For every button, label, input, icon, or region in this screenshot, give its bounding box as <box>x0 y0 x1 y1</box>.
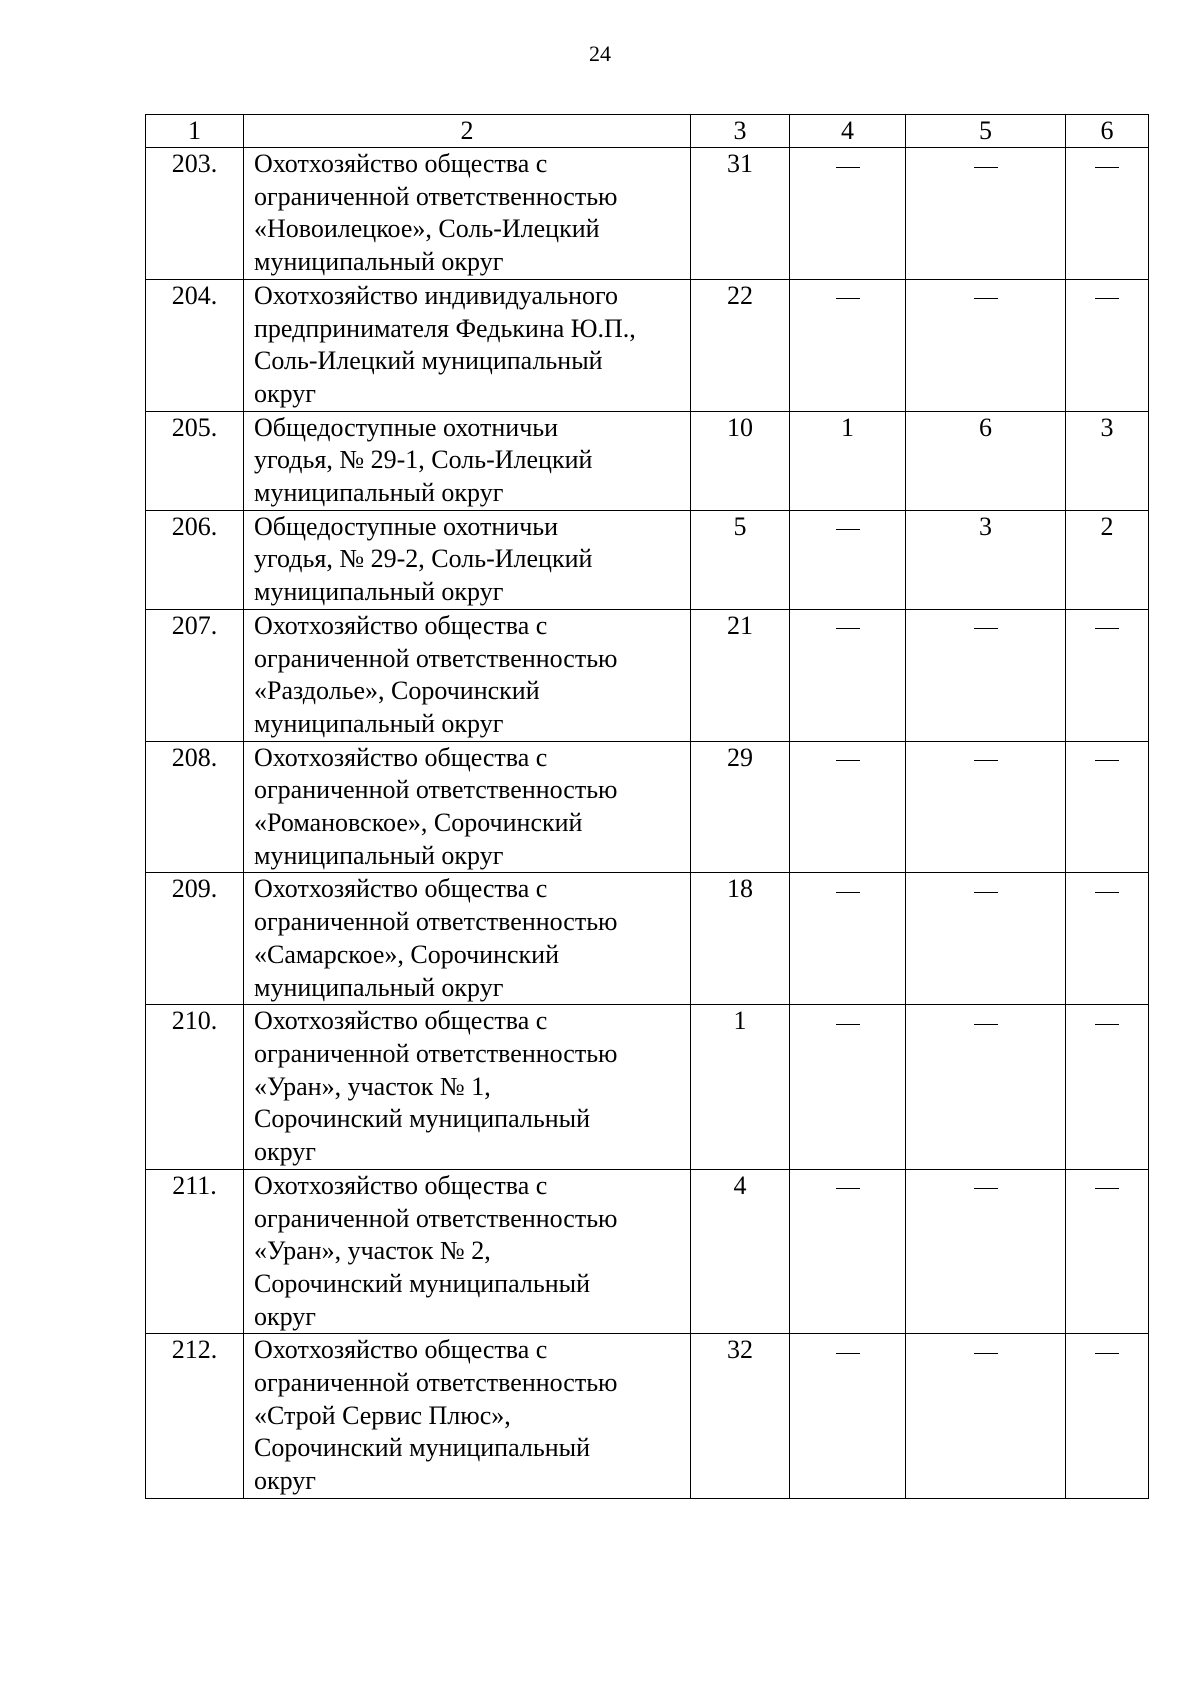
name-line: Охотхозяйство индивидуального <box>254 280 619 310</box>
dash-mark <box>836 892 860 893</box>
dash-text <box>998 148 999 149</box>
cell-value: 3 <box>1100 412 1114 442</box>
column-3-value <box>691 609 790 741</box>
table-row <box>146 279 1149 411</box>
table-header-row <box>146 115 1149 148</box>
dash-text <box>860 610 861 611</box>
dash-mark <box>1095 628 1119 629</box>
dash-text <box>1119 1005 1120 1006</box>
cell-value: 5 <box>733 511 747 541</box>
name-line: муниципальный округ <box>254 478 504 508</box>
dash-mark <box>836 167 860 168</box>
cell-value: 6 <box>979 412 992 442</box>
hunting-ground-name <box>244 148 691 280</box>
dash-mark <box>974 298 998 299</box>
name-line: округ <box>254 1466 316 1496</box>
name-line: ограниченной ответственностью <box>254 181 618 211</box>
column-4-value <box>790 279 906 411</box>
row-number: 203. <box>146 148 244 280</box>
column-header-3: 3 <box>691 115 790 148</box>
name-line: муниципальный округ <box>254 972 504 1002</box>
dash-mark <box>974 167 998 168</box>
column-6-value <box>1066 148 1149 280</box>
name-line: округ <box>254 1137 316 1167</box>
name-line: Охотхозяйство общества с <box>254 1006 548 1036</box>
table-row <box>146 741 1149 873</box>
cell-value: 2 <box>1100 511 1114 541</box>
column-5-value <box>906 873 1066 1005</box>
name-line: «Романовское», Сорочинский <box>254 808 583 838</box>
dash-text <box>998 1170 999 1171</box>
name-line: муниципальный округ <box>254 577 504 607</box>
name-line: «Новоилецкое», Соль-Илецкий <box>254 214 600 244</box>
dash-text <box>998 280 999 281</box>
dash-mark <box>1095 1188 1119 1189</box>
cell-value: 10 <box>727 412 753 442</box>
name-line: ограниченной ответственностью <box>254 1368 618 1398</box>
dash-text <box>860 742 861 743</box>
name-line: муниципальный округ <box>254 708 504 738</box>
column-5-value <box>906 510 1066 609</box>
name-line: ограниченной ответственностью <box>254 907 618 937</box>
row-number: 210. <box>146 1005 244 1170</box>
dash-mark <box>1095 1353 1119 1354</box>
name-line: Сорочинский муниципальный <box>254 1268 590 1298</box>
column-5-value <box>906 411 1066 510</box>
column-4-value <box>790 1005 906 1170</box>
dash-text <box>860 1005 861 1006</box>
dash-text <box>860 1334 861 1335</box>
dash-mark <box>836 1024 860 1025</box>
name-line: округ <box>254 1301 316 1331</box>
column-3-value <box>691 1169 790 1334</box>
row-number: 205. <box>146 411 244 510</box>
dash-mark <box>836 1188 860 1189</box>
column-3-value <box>691 279 790 411</box>
column-5-value <box>906 1334 1066 1499</box>
column-header-2: 2 <box>244 115 691 148</box>
dash-mark <box>974 628 998 629</box>
row-number: 212. <box>146 1334 244 1499</box>
table-row <box>146 1005 1149 1170</box>
column-6-value <box>1066 411 1149 510</box>
dash-mark <box>974 760 998 761</box>
table-row <box>146 411 1149 510</box>
name-line: Общедоступные охотничьи <box>254 412 559 442</box>
dash-mark <box>1095 892 1119 893</box>
cell-value: 32 <box>727 1335 753 1365</box>
dash-text <box>860 511 861 512</box>
dash-mark <box>1095 760 1119 761</box>
dash-mark <box>1095 298 1119 299</box>
row-number: 207. <box>146 609 244 741</box>
dash-text <box>860 1170 861 1171</box>
dash-text <box>860 873 861 874</box>
table-row <box>146 609 1149 741</box>
column-4-value <box>790 741 906 873</box>
hunting-ground-name <box>244 1169 691 1334</box>
column-3-value <box>691 1005 790 1170</box>
column-5-value <box>906 1169 1066 1334</box>
dash-text <box>998 742 999 743</box>
name-line: Охотхозяйство общества с <box>254 742 548 772</box>
hunting-ground-name <box>244 279 691 411</box>
column-6-value <box>1066 1169 1149 1334</box>
dash-mark <box>974 1024 998 1025</box>
name-line: угодья, № 29-2, Соль-Илецкий <box>254 544 593 574</box>
dash-text <box>998 873 999 874</box>
column-6-value <box>1066 741 1149 873</box>
column-3-value <box>691 411 790 510</box>
column-5-value <box>906 279 1066 411</box>
dash-mark <box>1095 167 1119 168</box>
cell-value: 18 <box>727 874 753 904</box>
name-line: ограниченной ответственностью <box>254 775 618 805</box>
name-line: Охотхозяйство общества с <box>254 149 548 178</box>
column-4-value <box>790 1169 906 1334</box>
dash-text <box>998 610 999 611</box>
name-line: муниципальный округ <box>254 247 504 277</box>
row-number: 208. <box>146 741 244 873</box>
name-line: «Раздолье», Сорочинский <box>254 676 540 706</box>
name-line: Сорочинский муниципальный <box>254 1104 590 1134</box>
dash-text <box>1119 280 1120 281</box>
column-header-5: 5 <box>906 115 1066 148</box>
column-3-value <box>691 148 790 280</box>
cell-value: 29 <box>727 742 753 772</box>
column-3-value <box>691 1334 790 1499</box>
column-header-6: 6 <box>1066 115 1149 148</box>
dash-text <box>1119 148 1120 149</box>
column-4-value <box>790 609 906 741</box>
column-header-1: 1 <box>146 115 244 148</box>
dash-text <box>1119 1334 1120 1335</box>
column-6-value <box>1066 510 1149 609</box>
cell-value: 1 <box>733 1006 747 1036</box>
column-6-value <box>1066 873 1149 1005</box>
name-line: угодья, № 29-1, Соль-Илецкий <box>254 445 593 475</box>
cell-value: 1 <box>841 412 854 442</box>
column-4-value <box>790 510 906 609</box>
cell-value: 4 <box>733 1170 747 1200</box>
page-number: 24 <box>589 41 611 66</box>
column-6-value <box>1066 1334 1149 1499</box>
column-5-value <box>906 609 1066 741</box>
dash-mark <box>974 1188 998 1189</box>
name-line: округ <box>254 378 316 408</box>
dash-mark <box>836 760 860 761</box>
column-5-value <box>906 1005 1066 1170</box>
column-4-value <box>790 148 906 280</box>
dash-text <box>860 148 861 149</box>
dash-text <box>1119 742 1120 743</box>
table-row <box>146 1169 1149 1334</box>
name-line: Охотхозяйство общества с <box>254 610 548 640</box>
dash-mark <box>836 628 860 629</box>
column-5-value <box>906 741 1066 873</box>
hunting-ground-name <box>244 1334 691 1499</box>
column-3-value <box>691 741 790 873</box>
name-line: Охотхозяйство общества с <box>254 874 548 904</box>
column-6-value <box>1066 609 1149 741</box>
name-line: «Самарское», Сорочинский <box>254 939 559 969</box>
row-number: 209. <box>146 873 244 1005</box>
column-6-value <box>1066 279 1149 411</box>
name-line: ограниченной ответственностью <box>254 1203 618 1233</box>
dash-mark <box>836 298 860 299</box>
name-line: «Уран», участок № 2, <box>254 1236 491 1266</box>
hunting-ground-name <box>244 873 691 1005</box>
cell-value: 21 <box>727 610 753 640</box>
table-row <box>146 873 1149 1005</box>
name-line: Охотхозяйство общества с <box>254 1335 548 1365</box>
dash-text <box>1119 873 1120 874</box>
table-row <box>146 1334 1149 1499</box>
column-6-value <box>1066 1005 1149 1170</box>
name-line: ограниченной ответственностью <box>254 1038 618 1068</box>
name-line: «Уран», участок № 1, <box>254 1071 491 1101</box>
column-header-4: 4 <box>790 115 906 148</box>
column-5-value <box>906 148 1066 280</box>
table-row <box>146 148 1149 280</box>
dash-text <box>998 1005 999 1006</box>
cell-value: 3 <box>979 511 992 541</box>
name-line: Соль-Илецкий муниципальный <box>254 346 603 376</box>
dash-mark <box>836 1353 860 1354</box>
dash-text <box>998 1334 999 1335</box>
name-line: предпринимателя Федькина Ю.П., <box>254 313 636 343</box>
hunting-ground-name <box>244 411 691 510</box>
table-row <box>146 510 1149 609</box>
row-number: 211. <box>146 1169 244 1334</box>
column-4-value <box>790 1334 906 1499</box>
column-3-value <box>691 510 790 609</box>
hunting-ground-name <box>244 1005 691 1170</box>
dash-text <box>1119 1170 1120 1171</box>
name-line: Охотхозяйство общества с <box>254 1170 548 1200</box>
dash-mark <box>974 892 998 893</box>
column-3-value <box>691 873 790 1005</box>
hunting-ground-name <box>244 510 691 609</box>
dash-text <box>860 280 861 281</box>
column-4-value <box>790 411 906 510</box>
dash-text <box>1119 610 1120 611</box>
name-line: муниципальный округ <box>254 840 504 870</box>
name-line: ограниченной ответственностью <box>254 643 618 673</box>
cell-value: 22 <box>727 280 753 310</box>
dash-mark <box>836 529 860 530</box>
dash-mark <box>974 1353 998 1354</box>
name-line: «Строй Сервис Плюс», <box>254 1400 511 1430</box>
row-number: 206. <box>146 510 244 609</box>
name-line: Общедоступные охотничьи <box>254 511 559 541</box>
cell-value: 31 <box>727 149 753 178</box>
hunting-ground-name <box>244 741 691 873</box>
column-4-value <box>790 873 906 1005</box>
row-number: 204. <box>146 279 244 411</box>
dash-mark <box>1095 1024 1119 1025</box>
data-table <box>145 114 1149 1499</box>
name-line: Сорочинский муниципальный <box>254 1433 590 1463</box>
hunting-ground-name <box>244 609 691 741</box>
